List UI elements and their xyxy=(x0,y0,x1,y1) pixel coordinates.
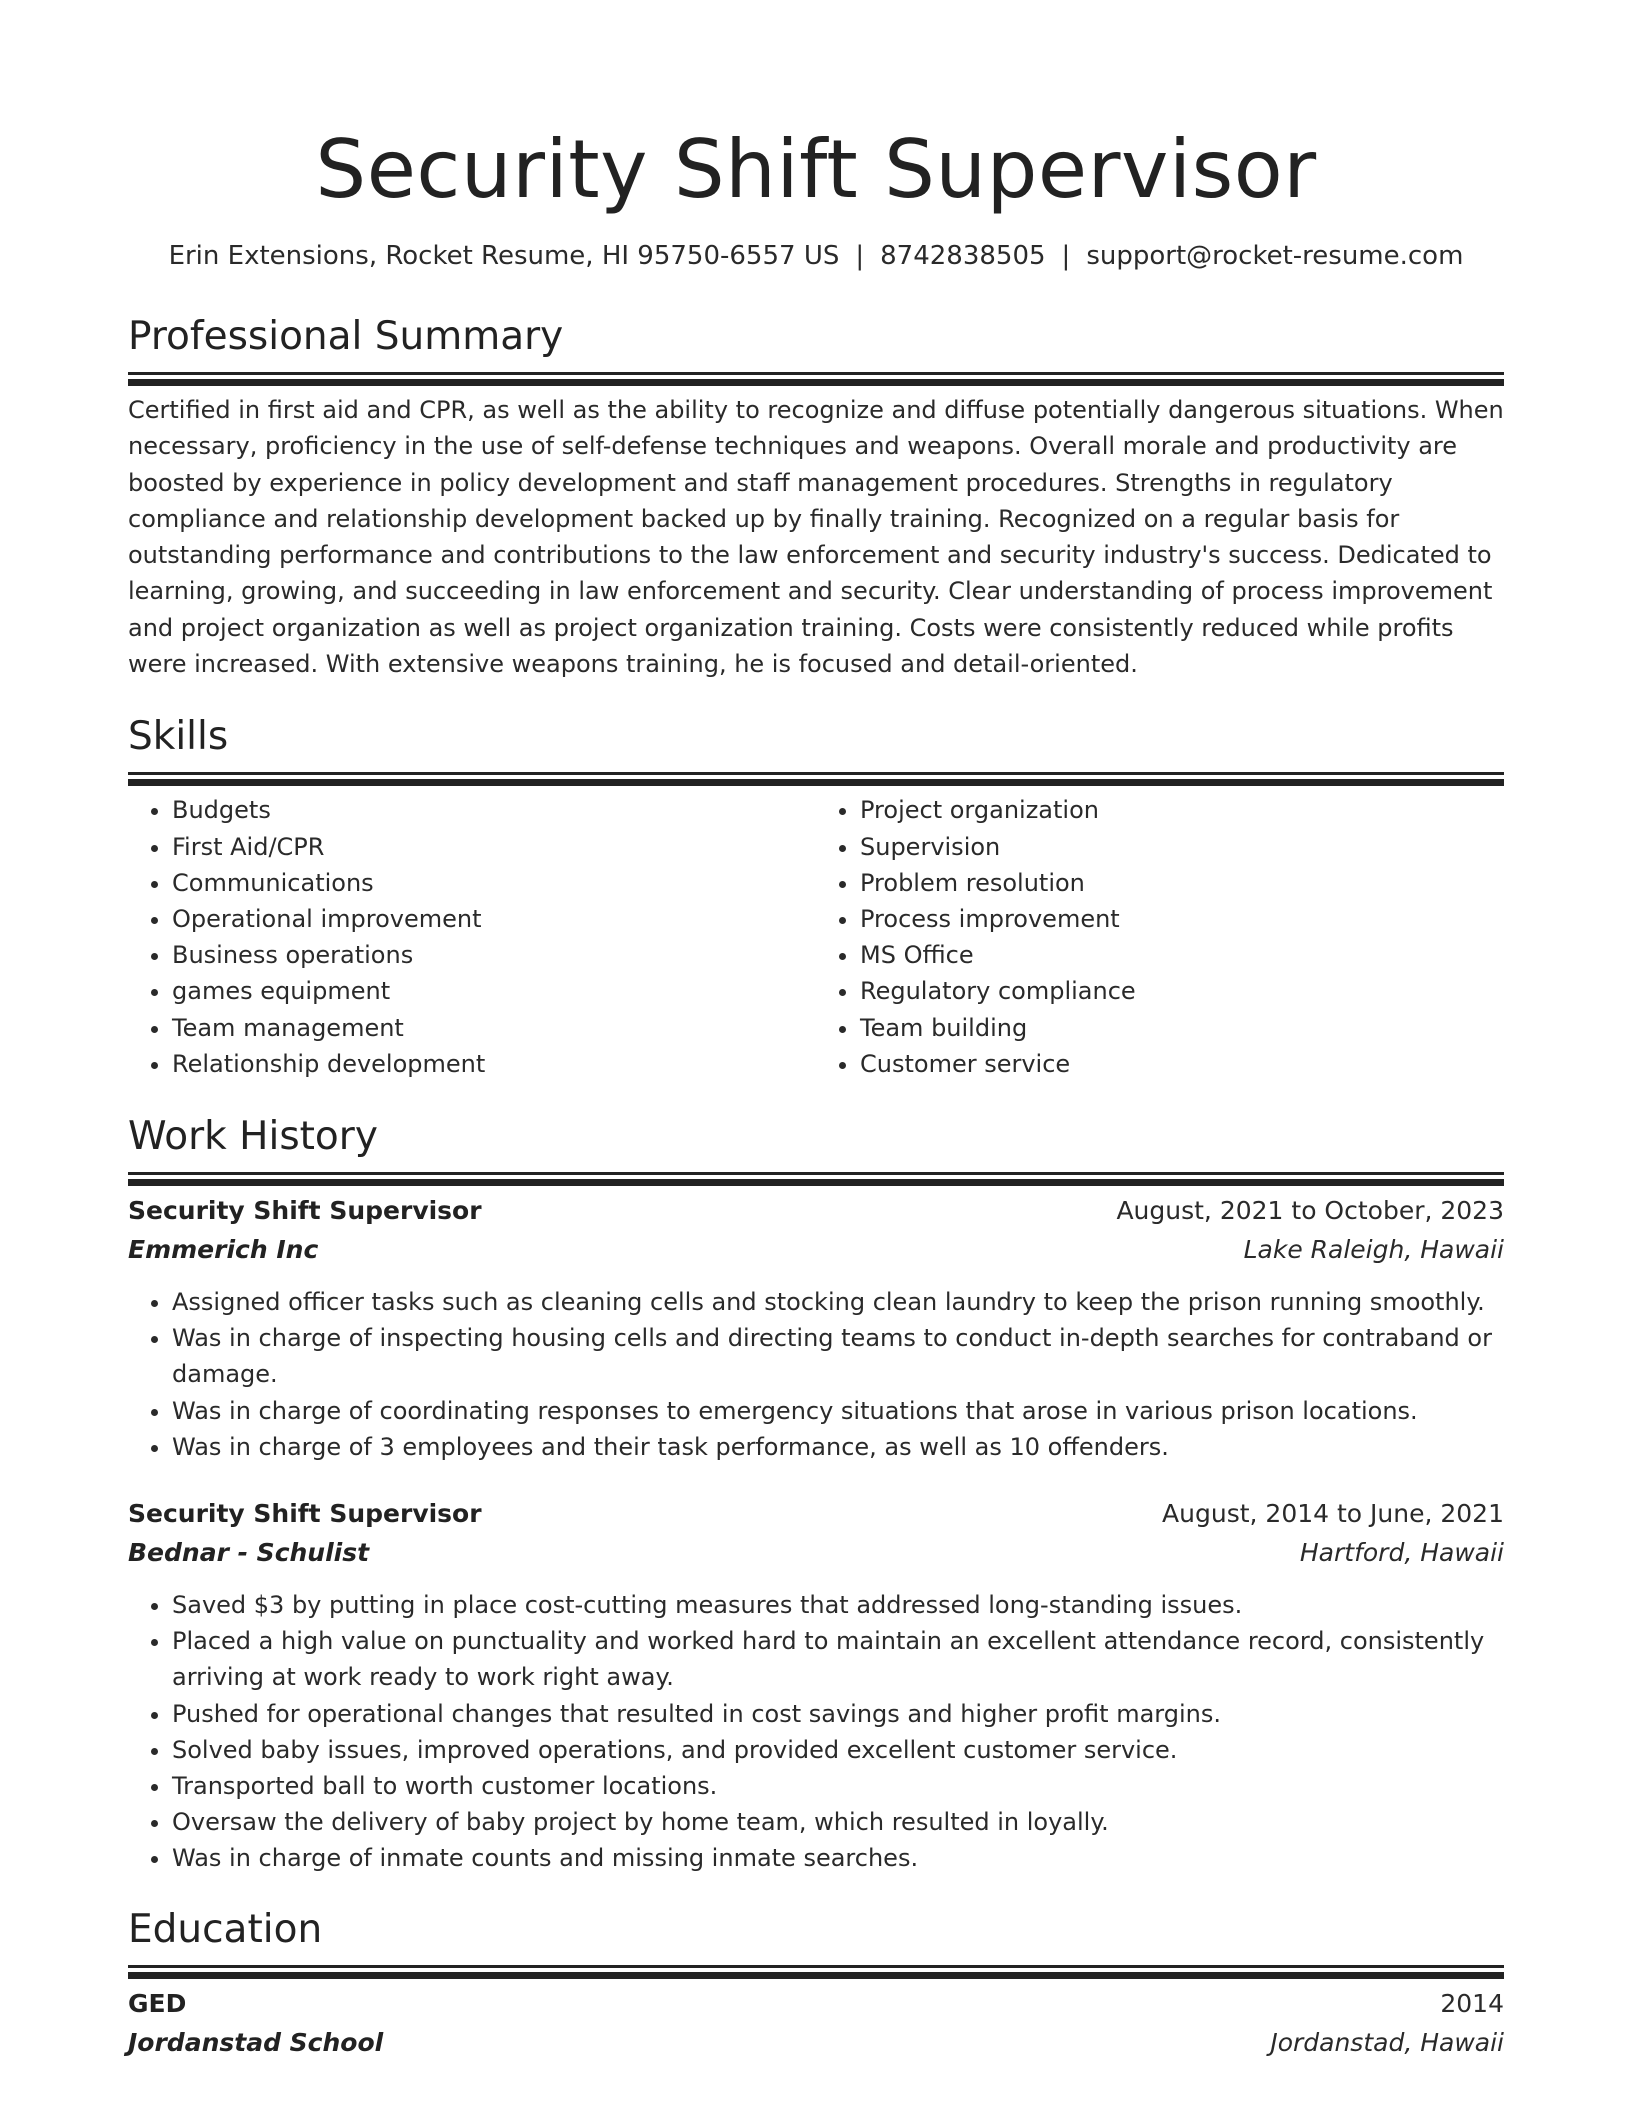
education-degree: GED xyxy=(128,1988,187,2018)
section-divider xyxy=(128,1172,1504,1175)
section-divider xyxy=(128,1965,1504,1968)
skill-item: • Problem resolution xyxy=(860,865,1504,901)
work-history-heading: Work History xyxy=(128,1114,378,1159)
contact-separator: | xyxy=(855,241,865,271)
job-location: Hartford, Hawaii xyxy=(1299,1538,1504,1568)
job-bullet: • Oversaw the delivery of baby project by home team, which resulted in loyally. xyxy=(172,1804,1504,1840)
job-company: Emmerich Inc xyxy=(128,1235,319,1264)
education-school: Jordanstad School xyxy=(128,2027,384,2057)
education-header xyxy=(128,1985,1504,2023)
summary-text: Certified in first aid and CPR, as well as the ability to recognize and diffuse potentially dangerous situations. When necessary, proficiency in the use of self-defense techniques and weapons. Overall morale and productivity are boosted by experience in policy development and staff management procedures. Strengths in regulatory compliance and relationship development backed up by finally training. Recognized on a regular basis for outstanding performance and contributions to the law enforcement and security industry's success. Dedicated to learning, growing, and succeeding in law enforcement and security. Clear understanding of process improvement and project organization as well as project organization training. Costs were consistently reduced while profits were increased. With extensive weapons training, he is focused and detail-oriented. xyxy=(128,396,1504,679)
job-header xyxy=(128,1192,1504,1230)
skill-item: • First Aid/CPR xyxy=(172,829,816,865)
job-dates: August, 2014 to June, 2021 xyxy=(1162,1499,1504,1529)
job-entry xyxy=(128,1495,1504,1877)
job-bullet: • Was in charge of inspecting housing cells and directing teams to conduct in-depth searches for contraband or damage. xyxy=(172,1320,1504,1392)
job-bullets xyxy=(128,1284,1504,1465)
education-heading: Education xyxy=(128,1906,323,1952)
contact-email: support@rocket-resume.com xyxy=(1086,241,1464,271)
job-bullets xyxy=(128,1587,1504,1877)
job-dates: August, 2021 to October, 2023 xyxy=(1116,1196,1504,1225)
candidate-name: Security Shift Supervisor xyxy=(315,123,1317,216)
contact-address: Erin Extensions, Rocket Resume, HI 95750-6557 US xyxy=(168,241,840,271)
skill-item: • Business operations xyxy=(172,937,816,973)
education-entry xyxy=(128,1985,1504,2063)
work-history-section xyxy=(128,1112,1504,1877)
job-header xyxy=(128,1495,1504,1533)
skill-item: • Customer service xyxy=(860,1046,1504,1082)
job-bullet: • Pushed for operational changes that resulted in cost savings and higher profit margins. xyxy=(172,1696,1504,1732)
skill-item: • Regulatory compliance xyxy=(860,973,1504,1009)
job-bullet: • Was in charge of inmate counts and missing inmate searches. xyxy=(172,1840,1504,1876)
summary-section xyxy=(128,312,1504,682)
skill-item: • Team management xyxy=(172,1010,816,1046)
job-bullet: • Solved baby issues, improved operations, and provided excellent customer service. xyxy=(172,1732,1504,1768)
skill-item: • games equipment xyxy=(172,973,816,1009)
skills-list-right xyxy=(816,792,1504,1082)
job-bullet: • Was in charge of coordinating responses to emergency situations that arose in various prison locations. xyxy=(172,1393,1504,1429)
job-bullet: • Saved $3 by putting in place cost-cutting measures that addressed long-standing issues. xyxy=(172,1587,1504,1623)
education-subheader xyxy=(128,2023,1504,2063)
job-title: Security Shift Supervisor xyxy=(128,1499,482,1529)
job-entry xyxy=(128,1192,1504,1465)
skill-item: • Project organization xyxy=(860,792,1504,828)
section-divider xyxy=(128,772,1504,775)
education-location: Jordanstad, Hawaii xyxy=(1270,2027,1504,2057)
job-subheader xyxy=(128,1533,1504,1573)
skills-columns xyxy=(128,792,1504,1082)
education-section xyxy=(128,1905,1504,2063)
job-location: Lake Raleigh, Hawaii xyxy=(1243,1235,1504,1264)
education-year: 2014 xyxy=(1440,1988,1504,2018)
skills-heading: Skills xyxy=(128,714,229,760)
contact-separator: | xyxy=(1061,241,1071,271)
job-bullet: • Assigned officer tasks such as cleaning cells and stocking clean laundry to keep the prison running smoothly. xyxy=(172,1284,1504,1320)
contact-phone: 8742838505 xyxy=(880,241,1046,271)
skill-item: • Supervision xyxy=(860,829,1504,865)
skill-item: • Communications xyxy=(172,865,816,901)
contact-line xyxy=(128,238,1504,274)
job-subheader xyxy=(128,1230,1504,1270)
job-bullet: • Was in charge of 3 employees and their task performance, as well as 10 offenders. xyxy=(172,1429,1504,1465)
job-title: Security Shift Supervisor xyxy=(128,1196,482,1225)
section-divider xyxy=(128,372,1504,375)
resume-content xyxy=(128,120,1504,2063)
skills-section xyxy=(128,712,1504,1082)
job-bullet: • Placed a high value on punctuality and worked hard to maintain an excellent attendance record, consistently arriving at work ready to work right away. xyxy=(172,1623,1504,1695)
skill-item: • Budgets xyxy=(172,792,816,828)
skills-list-left xyxy=(128,792,816,1082)
summary-heading: Professional Summary xyxy=(128,314,564,359)
skill-item: • Team building xyxy=(860,1010,1504,1046)
skill-item: • MS Office xyxy=(860,937,1504,973)
job-company: Bednar - Schulist xyxy=(128,1538,370,1568)
skill-item: • Relationship development xyxy=(172,1046,816,1082)
skill-item: • Operational improvement xyxy=(172,901,816,937)
skill-item: • Process improvement xyxy=(860,901,1504,937)
job-bullet: • Transported ball to worth customer locations. xyxy=(172,1768,1504,1804)
